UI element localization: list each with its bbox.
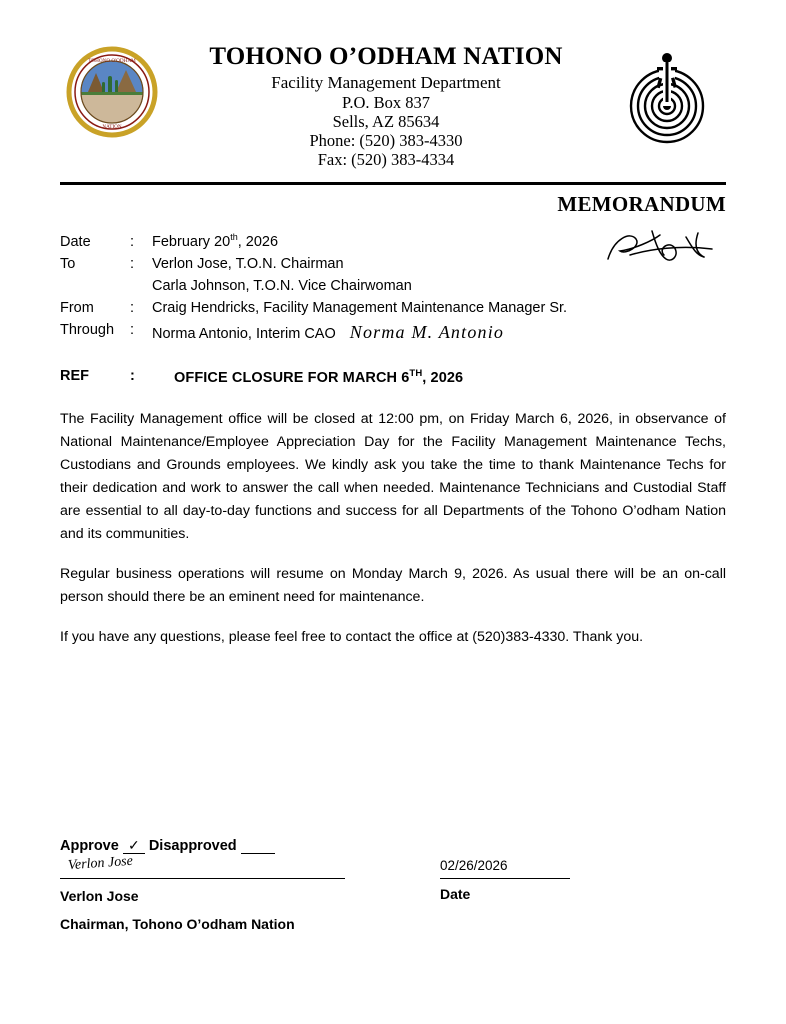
date-ordinal-suffix: th xyxy=(230,232,238,243)
body-paragraph-2: Regular business operations will resume on Monday March 9, 2026. As usual there will be an on-call person should there be an eminent need for maintenance. xyxy=(60,566,726,606)
memo-body xyxy=(60,408,726,649)
signature-line[interactable] xyxy=(60,878,345,879)
memo-field-label: To xyxy=(60,256,76,273)
disapproved-label: Disapproved xyxy=(148,838,237,855)
approve-checkbox[interactable]: ✓ xyxy=(123,838,145,854)
memo-field-to-second xyxy=(60,275,726,297)
city-state-zip: Sells, AZ 85634 xyxy=(332,111,440,131)
memo-field-value: Craig Hendricks, Facility Management Maintenance Manager Sr. xyxy=(152,300,568,317)
man-in-the-maze-icon xyxy=(608,42,726,152)
memorandum-heading: MEMORANDUM xyxy=(557,192,726,216)
date-column xyxy=(400,858,726,934)
memo-field-from xyxy=(60,297,726,319)
verlon-jose-signature: Verlon Jose xyxy=(67,854,134,874)
memo-field-label: Date xyxy=(60,234,91,250)
date-label: Date xyxy=(440,886,471,903)
ref-line xyxy=(60,368,726,386)
fax-number: Fax: (520) 383-4334 xyxy=(317,150,455,170)
memo-field-label xyxy=(60,275,130,297)
svg-text:TOHONO O'ODHAM: TOHONO O'ODHAM xyxy=(88,58,136,64)
header-divider xyxy=(60,182,726,185)
craig-hendricks-signature xyxy=(600,225,720,278)
body-paragraph-1: The Facility Management office will be closed at 12:00 pm, on Friday March 6, 2026, in observance of National Maintenance/Employee Appreciation Day for the Facility Management Maintenance Techs, Custodians and Grounds employees. We kindly ask you take the time to thank Maintenance Techs for their dedication and work to answer the call when needed. Maintenance Technicians and Custodial Staff are essential to all day-to-day functions and success for all Departments of the Tohono O’odham Nation and its communities. xyxy=(60,411,726,543)
date-year: , 2026 xyxy=(237,234,279,250)
memo-field-value: Carla Johnson, T.O.N. Vice Chairwoman xyxy=(152,278,412,295)
ref-subject xyxy=(152,368,726,386)
approve-label: Approve xyxy=(60,838,119,855)
memo-field-colon: : xyxy=(130,322,135,339)
signature-column xyxy=(60,854,400,934)
tribal-seal-icon xyxy=(60,42,164,138)
po-box: P.O. Box 837 xyxy=(341,92,431,112)
ref-colon: : xyxy=(130,368,135,385)
document-header xyxy=(60,0,726,172)
memo-field-through xyxy=(60,319,726,346)
disapprove-checkbox[interactable] xyxy=(241,853,275,854)
approval-block xyxy=(60,838,726,934)
memo-field-colon: : xyxy=(130,300,135,317)
signer-title: Chairman, Tohono O’odham Nation xyxy=(60,915,295,932)
signer-name: Verlon Jose xyxy=(60,888,139,905)
header-text-block xyxy=(164,42,608,169)
date-value: February 20 xyxy=(152,234,231,250)
through-value: Norma Antonio, Interim CAO xyxy=(152,326,336,343)
date-line[interactable] xyxy=(440,878,570,879)
memo-field-colon xyxy=(130,275,152,297)
memo-field-value xyxy=(152,319,726,346)
memo-field-label: Through xyxy=(60,322,115,339)
ref-year: , 2026 xyxy=(422,370,464,387)
memo-field-colon: : xyxy=(130,256,135,273)
ref-label: REF xyxy=(60,368,89,385)
ref-ordinal-suffix: TH xyxy=(409,368,423,380)
memo-field-value: Verlon Jose, T.O.N. Chairman xyxy=(152,256,344,273)
department-name: Facility Management Department xyxy=(271,73,501,92)
signed-date-value: 02/26/2026 xyxy=(440,858,508,874)
svg-text:NATION: NATION xyxy=(102,124,122,130)
body-paragraph-3: If you have any questions, please feel free to contact the office at (520)383-4330. Thank you. xyxy=(60,629,644,646)
memo-field-label: From xyxy=(60,300,94,317)
ref-text: OFFICE CLOSURE FOR MARCH 6 xyxy=(174,370,410,387)
memo-field-colon: : xyxy=(130,234,135,250)
norma-antonio-signature: Norma M. Antonio xyxy=(349,322,505,343)
phone-number: Phone: (520) 383-4330 xyxy=(309,130,463,150)
memo-fields xyxy=(60,231,726,346)
signature-row xyxy=(60,854,726,934)
approve-disapprove-row xyxy=(60,838,726,854)
organization-title: TOHONO O’ODHAM NATION xyxy=(209,43,563,70)
